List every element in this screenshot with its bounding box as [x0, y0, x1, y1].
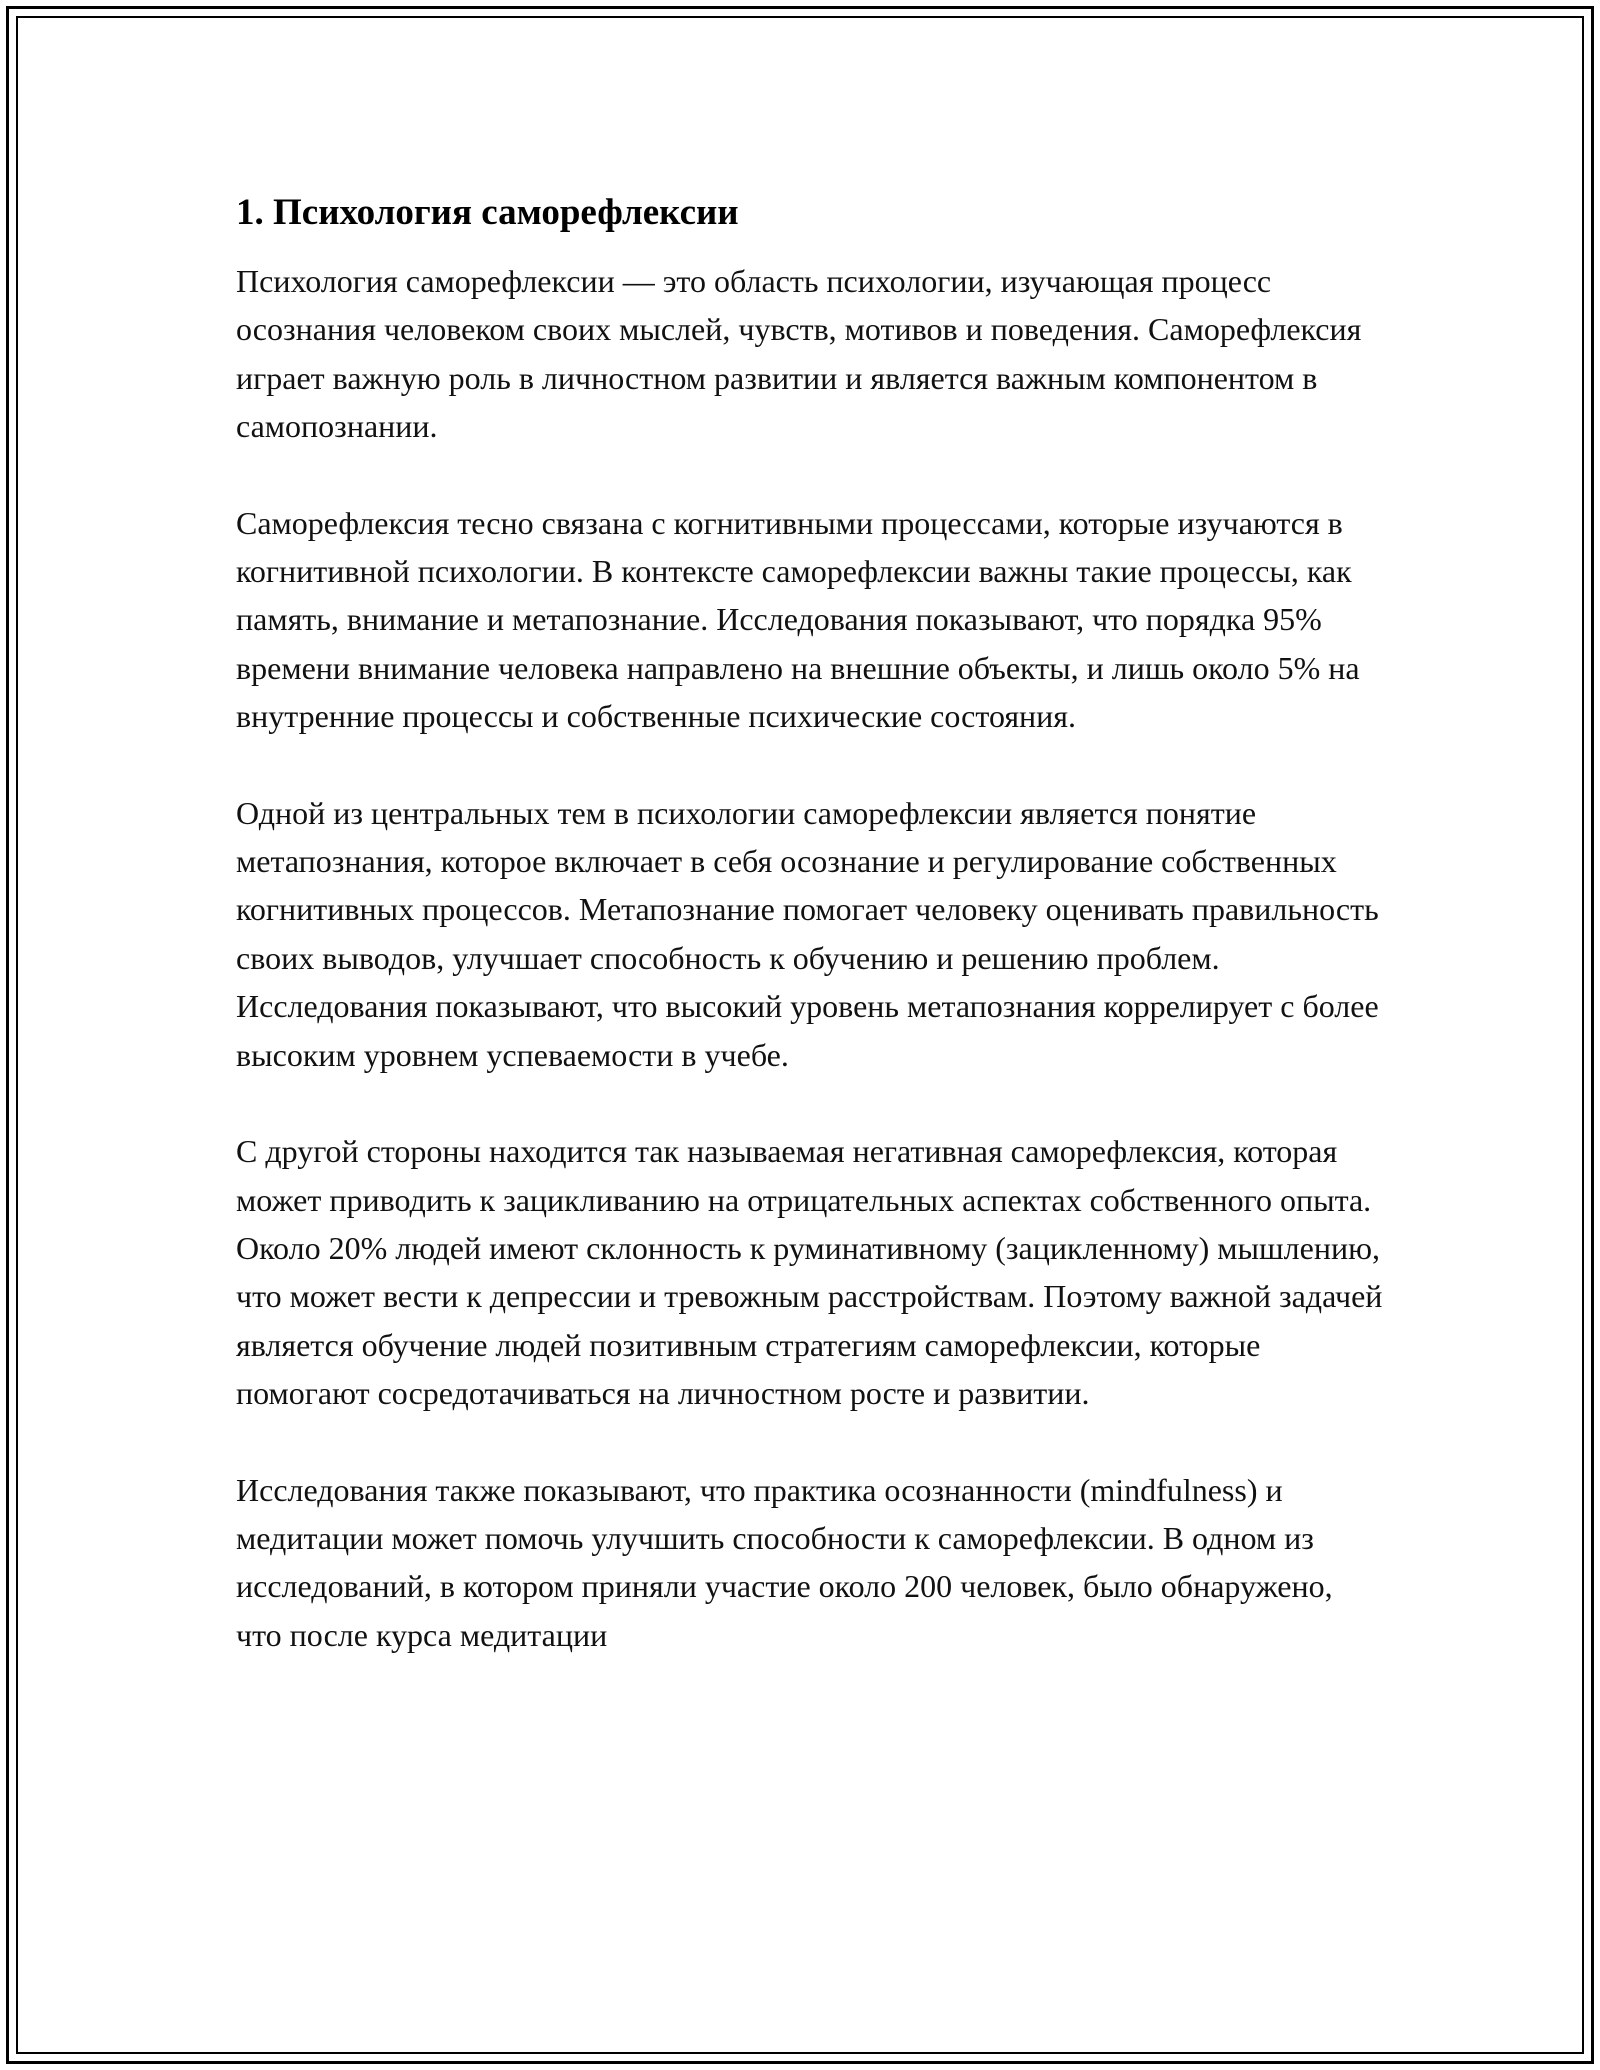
paragraph-4: С другой стороны находится так называемая негативная саморефлексия, которая может приводить к зацикливанию на отрицательных аспектах собственного опыта. Около 20% людей имеют склонность к руминативному (зацикленному) мышлению, что может вести к депрессии и тревожным расстройствам. Поэтому важной задачей является обучение людей позитивным стратегиям саморефлексии, которые помогают сосредотачиваться на личностном росте и развитии. — [236, 1133, 1383, 1412]
paragraph-5: Исследования также показывают, что практика осознанности (mindfulness) и медитации может помочь улучшить способности к саморефлексии. В одном из исследований, в котором приняли участие около 200 человек, было обнаружено, что после курса медитации — [236, 1471, 1333, 1653]
paragraph-2: Саморефлексия тесно связана с когнитивными процессами, которые изучаются в когнитивной психологии. В контексте саморефлексии важны такие процессы, как память, внимание и метапознание. Исследования показывают, что порядка 95% времени внимание человека направлено на внешние объекты, и лишь около 5% на внутренние процессы и собственные психические состояния. — [236, 504, 1360, 735]
paragraph-1: Психология саморефлексии — это область психологии, изучающая процесс осознания человеком своих мыслей, чувств, мотивов и поведения. Саморефлексия играет важную роль в личностном развитии и является важным компонентом в самопознании. — [236, 263, 1362, 445]
document-content — [236, 185, 1386, 1707]
section-heading: 1. Психология саморефлексии — [236, 192, 739, 233]
paragraph-3: Одной из центральных тем в психологии саморефлексии является понятие метапознания, которое включает в себя осознание и регулирование собственных когнитивных процессов. Метапознание помогает человеку оценивать правильность своих выводов, улучшает способность к обучению и решению проблем. Исследования показывают, что высокий уровень метапознания коррелирует с более высоким уровнем успеваемости в учебе. — [236, 794, 1379, 1073]
